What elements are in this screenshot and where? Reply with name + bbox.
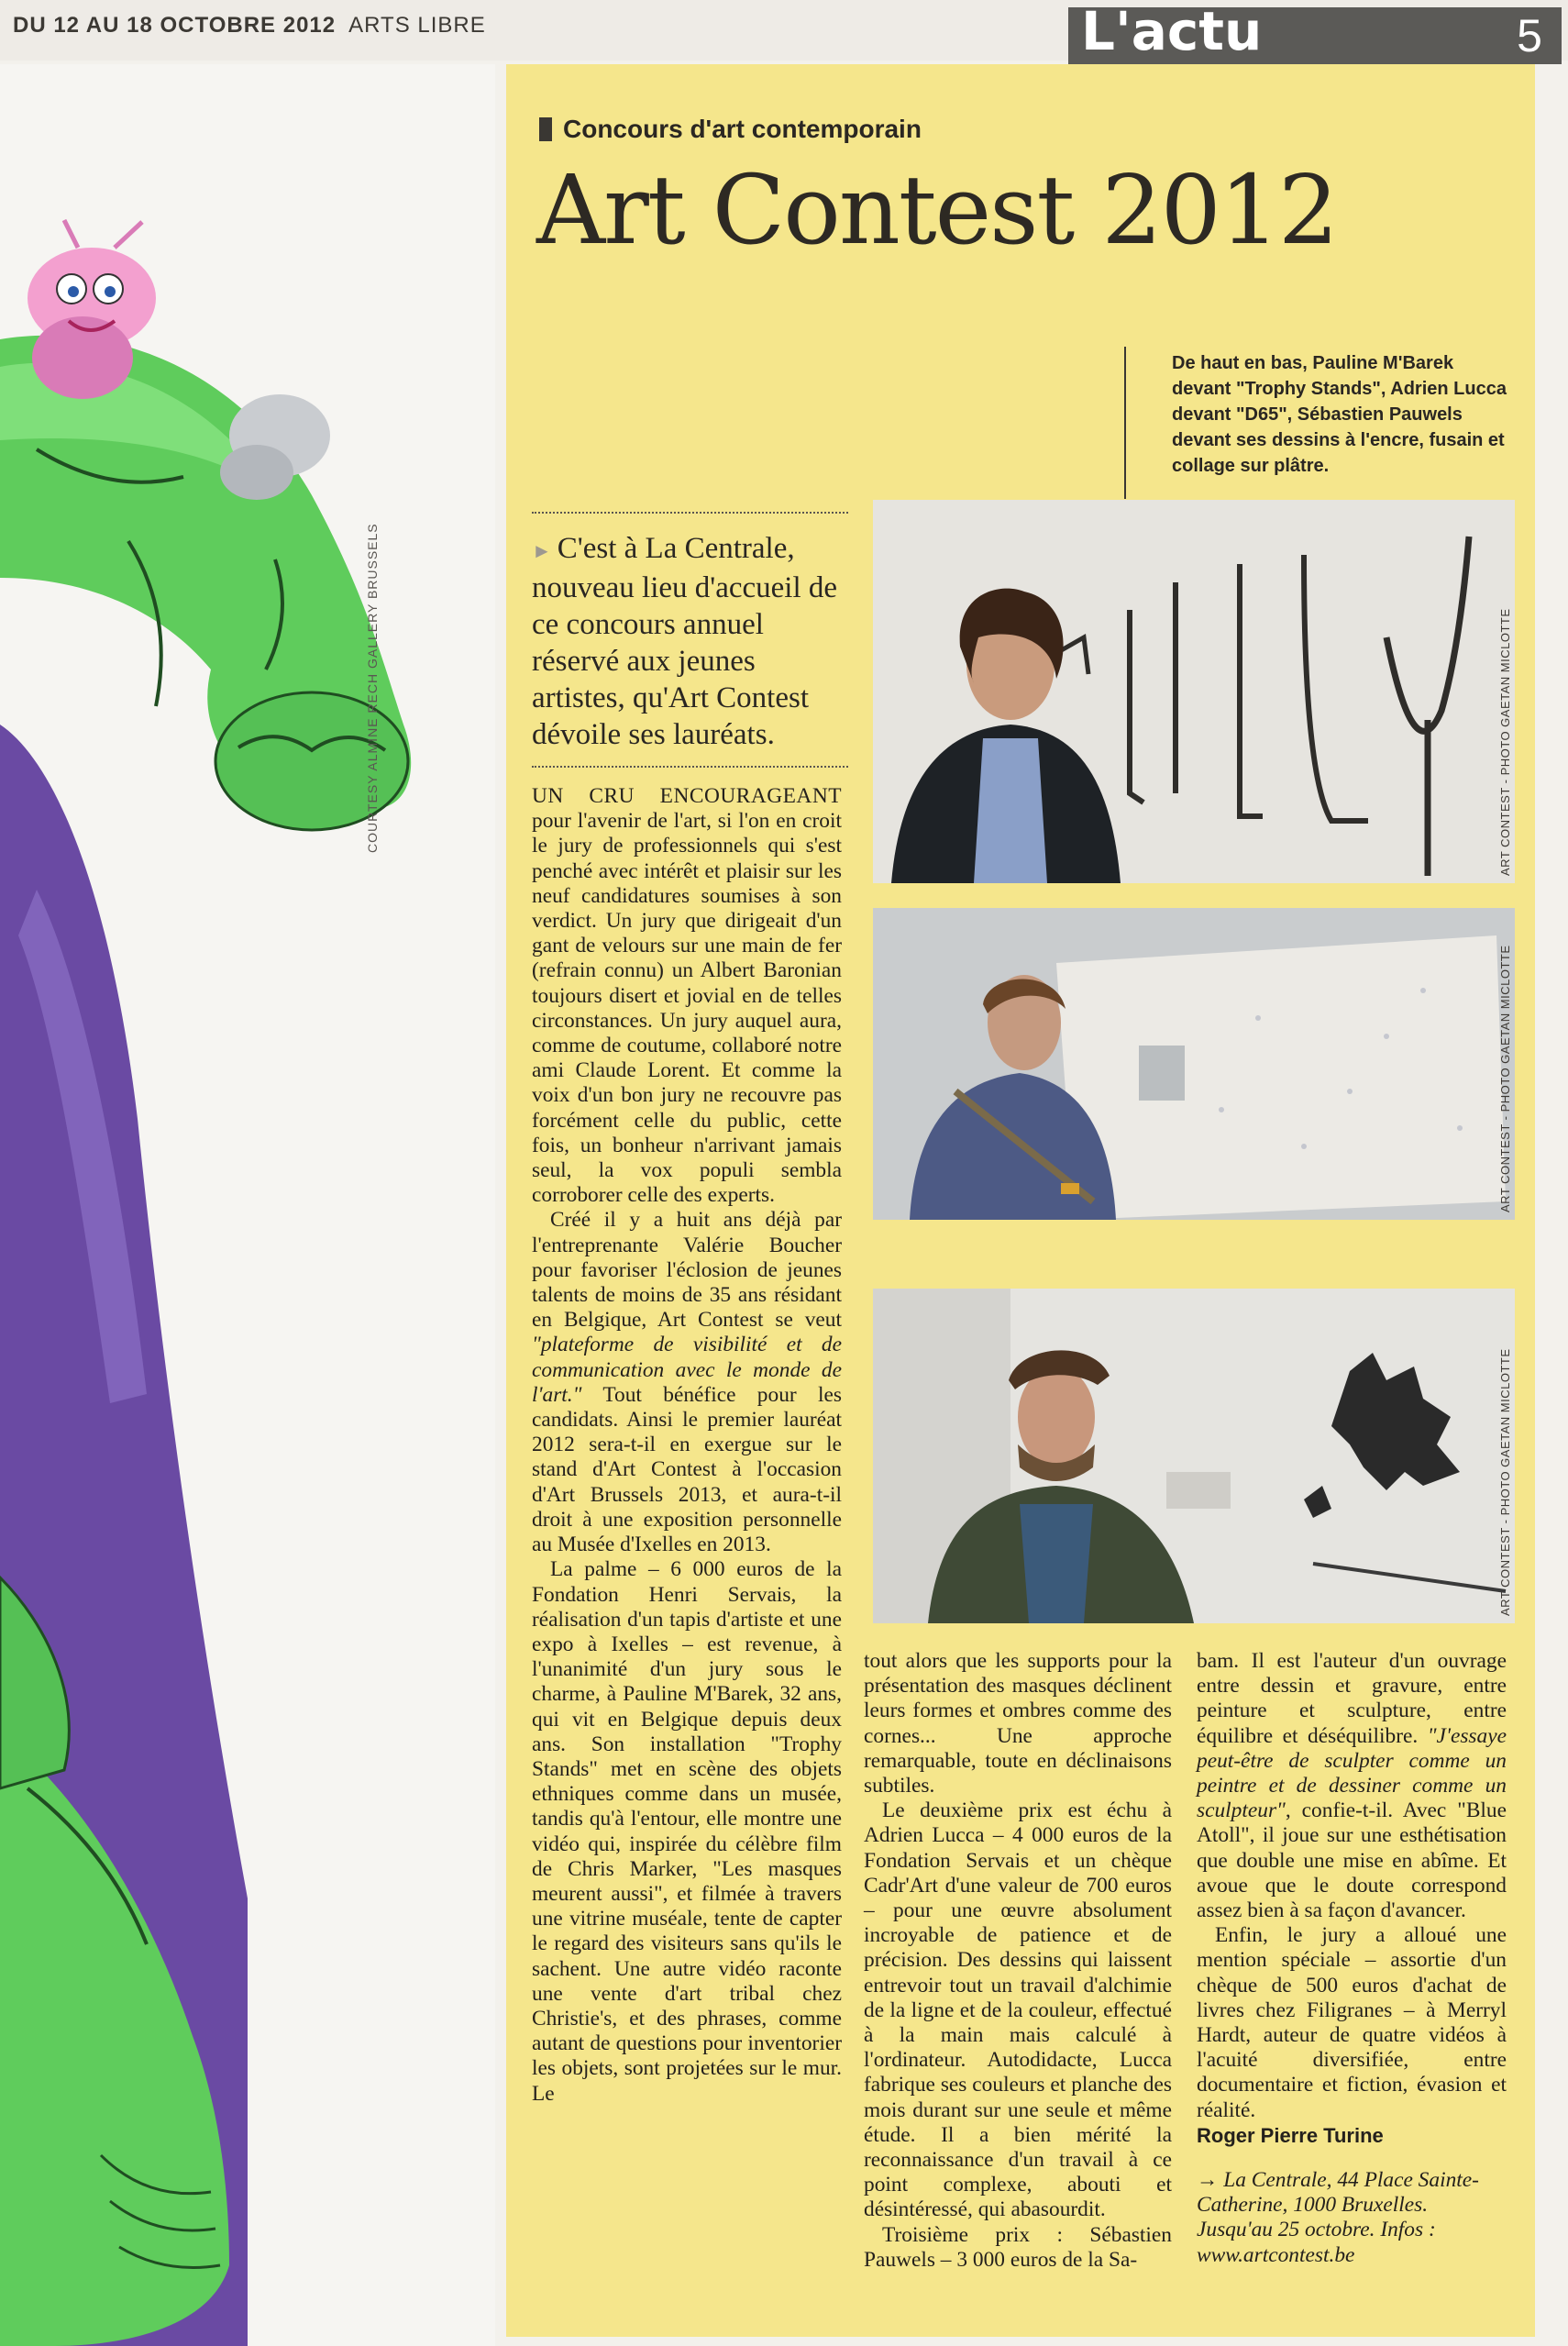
- col3-p1-text-b: , confie-t-il. Avec "Blue Atoll", il joue sur une esthétisation que double une mise en abîme. Et avoue que le doute correspond assez bien à sa façon d'avancer.: [1197, 1798, 1507, 1923]
- col2-paragraph-2: Le deuxième prix est échu à Adrien Lucca – 4 000 euros de la Fondation Servais et un chèque Cadr'Art d'une valeur de 700 euros – pour une œuvre absolument incroyable de patience et de précision. Des dessins qui laissent entrevoir tout un travail d'alchimie de la ligne et de la couleur, effectué à la main mais calculé à l'ordinateur. Autodidacte, Lucca fabrique ses couleurs et planche des mois durant sur une seule et même étude. Il a bien mérité la reconnaissance d'un travail à ce point complexe, abouti et désintéressé, qui abasourdit.: [864, 1798, 1172, 2222]
- col2-paragraph-3: Troisième prix : Sébastien Pauwels – 3 000 euros de la Sa-: [864, 2222, 1172, 2272]
- photo-adrien-lucca: [873, 908, 1515, 1220]
- section-name: ARTS LIBRE: [348, 13, 486, 38]
- col3-paragraph-1: [1197, 1649, 1507, 1923]
- col1-paragraph-1: [532, 784, 842, 1208]
- kicker-square-icon: [539, 117, 552, 141]
- intro-text: C'est à La Centrale, nouveau lieu d'accueil de ce concours annuel réservé aux jeunes artistes, qu'Art Contest dévoile ses lauréats.: [532, 532, 838, 751]
- col1-lead: UN CRU ENCOURAGEANT: [532, 784, 842, 808]
- article-column-3: [1197, 1649, 1507, 2268]
- caption-rule: [1124, 347, 1126, 499]
- page-header: [0, 0, 1568, 61]
- col3-p1-quote: "J'essaye peut-être de sculpter comme un peintre et de dessiner comme un sculpteur": [1197, 1723, 1507, 1823]
- issue-dates: [13, 13, 486, 39]
- article-column-1: [532, 784, 842, 2107]
- section-tab: [1068, 0, 1499, 64]
- left-photo-credit: COURTESY ALMINE RECH GALLERY BRUSSELS: [365, 523, 380, 853]
- photo-sebastien-pauwels: [873, 1289, 1515, 1623]
- photo-credit-3: ART CONTEST - PHOTO GAETAN MICLOTTE: [1498, 1348, 1512, 1616]
- info-arrow-icon: →: [1197, 2168, 1219, 2193]
- photo-adrien-illustration: [873, 908, 1515, 1220]
- col1-paragraph-2: [532, 1208, 842, 1557]
- intro-arrow-icon: ►: [532, 539, 552, 562]
- article-intro: [532, 512, 848, 768]
- article-kicker: [539, 115, 922, 144]
- col3-paragraph-2: Enfin, le jury a alloué une mention spéciale – assortie d'un chèque de 500 euros d'achat de livres chez Filigranes – à Merryl Hardt, auteur de quatre vidéos à l'acuité diversifiée, entre documentaire et fiction, évasion et réalité.: [1197, 1923, 1507, 2122]
- article-title: Art Contest 2012: [536, 154, 1338, 266]
- section-tab-label: L'actu: [1081, 0, 1263, 62]
- col1-paragraph-3: La palme – 6 000 euros de la Fondation Henri Servais, la réalisation d'un tapis d'artiste et une expo à Ixelles – est revenue, à l'unanimité d'un jury sous le charme, à Pauline M'Barek, 32 ans, qui vit en Belgique depuis deux ans. Son installation "Trophy Stands" met en scène des objets ethniques comme dans un musée, tandis qu'à l'entour, elle montre une vidéo qui, inspirée du célèbre film de Chris Marker, "Les masques meurent aussi", et filmée à travers une vitrine muséale, tente de capter le regard des visiteurs sans qu'ils le sachent. Une autre vidéo raconte une vente d'art tribal chez Christie's, et des phrases, comme autant de questions pour inventorier les objets, sont projetées sur le mur. Le: [532, 1557, 842, 2106]
- inflatable-hulk-photo: [0, 64, 495, 2346]
- article-author: Roger Pierre Turine: [1197, 2123, 1384, 2147]
- col1-p2-text-b: Tout bénéfice pour les candidats. Ainsi le premier lauréat 2012 sera-t-il en exergue sur le stand d'Art Contest à l'occasion d'Art Brussels 2013, et aura-t-il droit à une exposition personnelle au Musée d'Ixelles en 2013.: [532, 1382, 842, 1557]
- col2-paragraph-1: tout alors que les supports pour la présentation des masques déclinent leurs formes et ombres comme des cornes... Une approche remarquable, toute en déclinaisons subtiles.: [864, 1649, 1172, 1798]
- photo-pauline-illustration: [873, 500, 1515, 883]
- col1-p2-text-a: Créé il y a huit ans déjà par l'entreprenante Valérie Boucher pour favoriser l'éclosion de jeunes talents de moins de 35 ans résidant en Belgique, Art Contest se veut: [532, 1208, 842, 1333]
- kicker-text: Concours d'art contemporain: [563, 115, 922, 143]
- col1-p1-text: pour l'avenir de l'art, si l'on en croit le jury de professionnels qui s'est penché avec intérêt et plaisir sur les neuf candidatures soumises à son verdict. Un jury que dirigeait d'un gant de velours sur une main de fer (refrain connu) un Albert Baronian toujours disert et jovial en de telles circonstances. Un jury auquel aura, comme de coutume, collaboré notre ami Claude Lorent. Et comme la voix d'un bon jury ne recouvre pas forcément celle du public, cette fois, un bonheur n'arrivant jamais seul, la vox populi sembla corroborer celle des experts.: [532, 809, 842, 1208]
- photo-sebastien-illustration: [873, 1289, 1515, 1623]
- venue-info-text: La Centrale, 44 Place Sainte-Catherine, 1000 Bruxelles. Jusqu'au 25 octobre. Infos : www.artcontest.be: [1197, 2168, 1479, 2267]
- venue-info: [1197, 2168, 1507, 2268]
- photo-pauline-mbarek: [873, 500, 1515, 883]
- col3-p1-text-a: bam. Il est l'auteur d'un ouvrage entre dessin et gravure, entre peinture et sculpture, entre équilibre et déséquilibre.: [1197, 1649, 1507, 1748]
- page-number: 5: [1497, 7, 1562, 64]
- col1-p2-quote: "plateforme de visibilité et de communication avec le monde de l'art.": [532, 1333, 842, 1407]
- photo-caption: De haut en bas, Pauline M'Barek devant "Trophy Stands", Adrien Lucca devant "D65", Sébastien Pauwels devant ses dessins à l'encre, fusain et collage sur plâtre.: [1172, 353, 1507, 476]
- photo-credit-1: ART CONTEST - PHOTO GAETAN MICLOTTE: [1498, 608, 1512, 876]
- article-column-2: [864, 1649, 1172, 2273]
- inflatable-illustration: [0, 64, 495, 2346]
- issue-dates-text: DU 12 AU 18 OCTOBRE 2012: [13, 13, 337, 38]
- photo-credit-2: ART CONTEST - PHOTO GAETAN MICLOTTE: [1498, 945, 1512, 1212]
